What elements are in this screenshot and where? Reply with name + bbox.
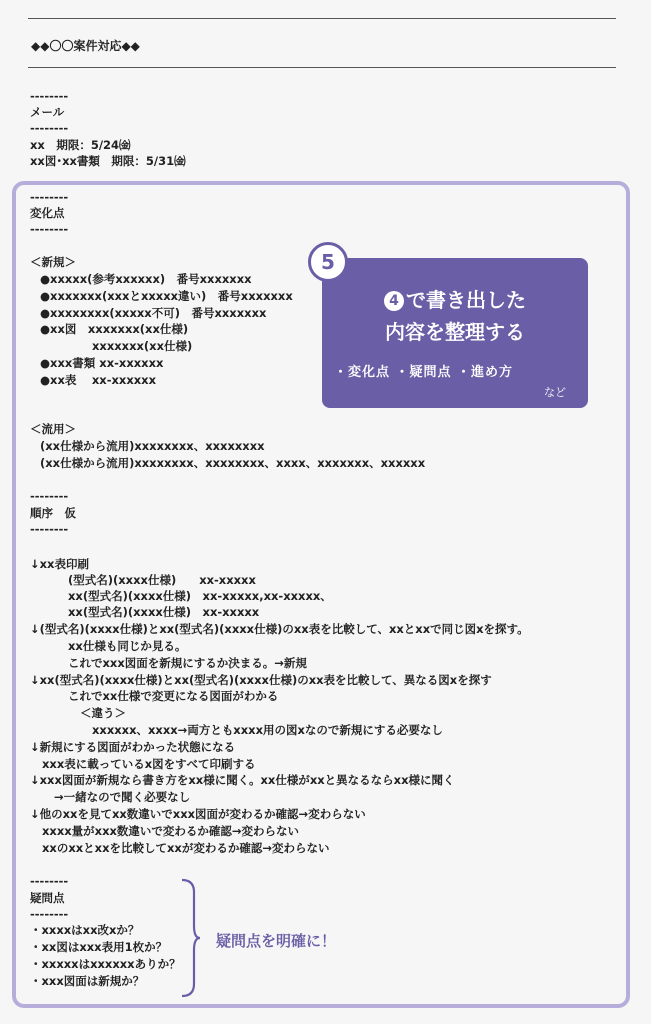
step-number-badge: 5 — [308, 242, 348, 282]
order-line: ↓(型式名)(xxxx仕様)とxx(型式名)(xxxx仕様)のxx表を比較して、xxとxxで同じ図xを探す。 — [30, 622, 529, 636]
callout-subtitle: ・変化点 ・疑問点 ・進め方 — [334, 365, 514, 380]
step-callout — [321, 250, 588, 408]
order-line: xxx表に載っているx図をすべて印刷する — [42, 757, 256, 771]
reuse-item: (xx仕様から流用)xxxxxxxx、xxxxxxxx、xxxx、xxxxxxx、xxxxxx — [40, 456, 426, 470]
order-line: これでxxx図面を新規にするか決まる。→新規 — [68, 656, 307, 670]
new-item: xxxxxxx(xx仕様) — [92, 339, 193, 353]
new-item: ●xxx書類 xx-xxxxxx — [40, 356, 164, 370]
question-item: ・xx図はxxx表用1枚か？ — [30, 940, 168, 954]
questions-heading: 疑問点 — [30, 891, 65, 905]
order-line: ↓他のxxを見てxx数違いでxxx図面が変わるか確認→変わらない — [30, 807, 366, 821]
callout-line-1 — [322, 284, 588, 313]
top-rule — [28, 18, 616, 19]
callout-etc: など — [544, 386, 566, 399]
mail-line: xx図･xx書類 期限：5/31㈮ — [30, 154, 186, 168]
changes-heading: 変化点 — [30, 206, 65, 220]
separator: -------- — [30, 222, 69, 236]
callout-line-1-text: で書き出した — [406, 288, 526, 312]
order-line: xxxx量がxxx数違いで変わるか確認→変わらない — [42, 824, 300, 838]
order-line: xx(型式名)(xxxx仕様) xx-xxxxx — [68, 605, 260, 619]
order-line: ↓xxx図面が新規なら書き方をxx様に聞く。xx仕様がxxと異なるならxx様に聞く — [30, 773, 455, 787]
curly-brace-icon — [178, 878, 202, 998]
order-line: ↓新規にする図面がわかった状態になる — [30, 740, 236, 754]
new-item: ●xxxxxxxx(xxxxx不可) 番号xxxxxxx — [40, 306, 267, 320]
order-line: xx(型式名)(xxxx仕様) xx-xxxxx,xx-xxxxx、 — [68, 589, 332, 603]
separator: -------- — [30, 489, 69, 503]
separator: -------- — [30, 907, 69, 921]
order-line: ＜違う＞ — [80, 706, 126, 720]
new-heading: ＜新規＞ — [30, 255, 76, 269]
new-item: ●xx表 xx-xxxxxx — [40, 373, 156, 387]
new-item: ●xxxxx(参考xxxxxx) 番号xxxxxxx — [40, 272, 252, 286]
separator: -------- — [30, 190, 69, 204]
reuse-item: (xx仕様から流用)xxxxxxxx、xxxxxxxx — [40, 439, 265, 453]
separator: -------- — [30, 89, 69, 103]
order-line: (型式名)(xxxx仕様) xx-xxxxx — [68, 573, 256, 587]
question-item: ・xxxxxはxxxxxxありか？ — [30, 957, 181, 971]
questions-note: 疑問点を明確に！ — [216, 932, 337, 950]
mail-heading: メール — [30, 105, 65, 119]
order-heading: 順序 仮 — [30, 506, 76, 520]
new-item: ●xx図 xxxxxxx(xx仕様) — [40, 322, 189, 336]
order-line: ↓xx表印刷 — [30, 557, 89, 571]
page-title: ◆◆〇〇案件対応◆◆ — [31, 39, 140, 53]
question-item: ・xxxxはxx改xか？ — [30, 923, 140, 937]
order-line: xxのxxとxxを比較してxxが変わるか確認→変わらない — [42, 841, 330, 855]
order-line: xxxxxx、xxxx→両方ともxxxx用の図xなので新規にする必要なし — [92, 723, 443, 737]
separator: -------- — [30, 874, 69, 888]
order-line: xx仕様も同じか見る。 — [68, 639, 187, 653]
mail-line: xx 期限：5/24㈮ — [30, 138, 131, 152]
separator: -------- — [30, 522, 69, 536]
circle-number: 4 — [384, 291, 404, 311]
title-rule — [28, 67, 616, 68]
order-line: ↓xx(型式名)(xxxx仕様)とxx(型式名)(xxxx仕様)のxx表を比較して、異なる図xを探す — [30, 673, 492, 687]
order-line: これでxx仕様で変更になる図面がわかる — [68, 689, 279, 703]
new-item: ●xxxxxxx(xxxとxxxxx違い) 番号xxxxxxx — [40, 289, 293, 303]
question-item: ・xxx図面は新規か？ — [30, 974, 145, 988]
callout-line-2: 内容を整理する — [385, 320, 525, 344]
separator: -------- — [30, 121, 69, 135]
order-line: →一緒なので聞く必要なし — [54, 790, 191, 804]
reuse-heading: ＜流用＞ — [30, 422, 76, 436]
